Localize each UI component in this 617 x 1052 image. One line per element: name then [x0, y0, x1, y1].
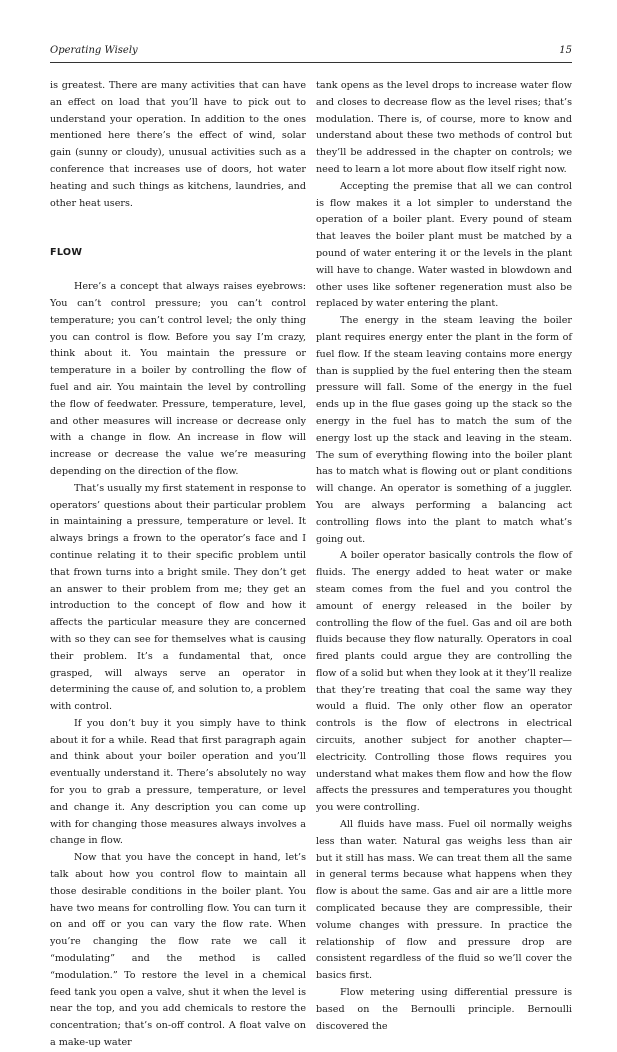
paragraph: Flow metering using differential pressure is based on the Bernoulli principle. Bernoulli discovered the [316, 987, 572, 1032]
paragraph: A boiler operator basically controls the flow of fluids. The energy added to heat water or make steam comes from the fuel and you control the amount of energy released in the boiler by controlling the flow of the fuel. Gas and oil are both fluids because they flow naturally. Operators in coal fired plants could argue they are controlling the flow of a solid but when they look at it they’ll realize that they’re treating that coal the same way they would a fluid. The only other flow an operator controls is the flow of electrons in electrical circuits, another subject for another chapter—electricity. Controlling those flows requires you understand what makes them flow and how the flow affects the pressures and temperatures you thought you were controlling. [316, 550, 572, 814]
left-column [50, 78, 306, 1052]
paragraph: If you don’t buy it you simply have to think about it for a while. Read that first paragraph again and think about your boiler operation and you’ll eventually understand it. There’s absolutely no way for you to grab a pressure, temperature, or level and change it. Any description you can come up with for changing those measures always involves a change in flow. [50, 717, 306, 847]
section-heading-flow: FLOW [50, 247, 83, 259]
page-number: 15 [559, 45, 572, 56]
running-title: Operating Wisely [50, 45, 138, 56]
paragraph: That’s usually my first statement in response to operators’ questions about their particular problem in maintaining a pressure, temperature or level. It always brings a frown to the operator’s face and I continue relating it to their specific problem until that frown turns into a bright smile. They don’t get an answer to their problem from me; they get an introduction to the concept of flow and how it affects the particular measure they are concerned with so they can see for themselves what is causing their problem. It’s a fundamental that, once grasped, will always serve an operator in determining the cause of, and solution to, a problem with control. [50, 482, 306, 713]
paragraph: tank opens as the level drops to increase water flow and closes to decrease flow as the level rises; that’s modulation. There is, of course, more to know and understand about these two methods of control but they’ll be addressed in the chapter on controls; we need to learn a lot more about flow itself right now. [316, 80, 572, 175]
paragraph: The energy in the steam leaving the boiler plant requires energy enter the plant in the form of fuel flow. If the steam leaving contains more energy than is supplied by the fuel entering then the steam pressure will fall. Some of the energy in the fuel ends up in the flue gases going up the stack so the energy in the fuel has to match the sum of the energy lost up the stack and leaving in the steam. The sum of everything flowing into the boiler plant has to match what is flowing out or plant conditions will change. An operator is something of a juggler. You are always performing a balancing act controlling flows into the plant to match what’s going out. [316, 315, 572, 545]
right-column [316, 78, 572, 1035]
paragraph: Here’s a concept that always raises eyebrows: You can’t control pressure; you can’t control temperature; you can’t control level; the only thing you can control is flow. Before you say I’m crazy, think about it. You maintain the pressure or temperature in a boiler by controlling the flow of fuel and air. You maintain the level by controlling the flow of feedwater. Pressure, temperature, level, and other measures will increase or decrease only with a change in flow. An increase in flow will increase or decrease the value we’re measuring depending on the direction of the flow. [50, 281, 306, 477]
paragraph: All fluids have mass. Fuel oil normally weighs less than water. Natural gas weighs less than air but it still has mass. We can treat them all the same in general terms because what happens when they flow is about the same. Gas and air are a little more complicated because they are compressible, their volume changes with pressure. In practice the relationship of flow and pressure drop are consistent regardless of the fluid so we’ll cover the basics first. [316, 819, 572, 982]
paragraph: Accepting the premise that all we can control is flow makes it a lot simpler to understand the operation of a boiler plant. Every pound of steam that leaves the boiler plant must be matched by a pound of water entering it or the levels in the plant will have to change. Water wasted in blowdown and other uses like softener regeneration must also be replaced by water entering the plant. [316, 180, 572, 310]
running-header [50, 44, 572, 63]
paragraph: is greatest. There are many activities that can have an effect on load that you’ll have to pick out to understand your operation. In addition to the ones mentioned here there’s the effect of wind, solar gain (sunny or cloudy), unusual activities such as a conference that increases use of doors, hot water heating and such things as kitchens, laundries, and other heat users. [50, 80, 306, 209]
paragraph: Now that you have the concept in hand, let’s talk about how you control flow to maintain all those desirable conditions in the boiler plant. You have two means for controlling flow. You can turn it on and off or you can vary the flow rate. When you’re changing the flow rate we call it “modulating” and the method is called “modulation.” To restore the level in a chemical feed tank you open a valve, shut it when the level is near the top, and you add chemicals to restore the concentration; that’s on-off control. A float valve on a make-up water [50, 852, 306, 1049]
